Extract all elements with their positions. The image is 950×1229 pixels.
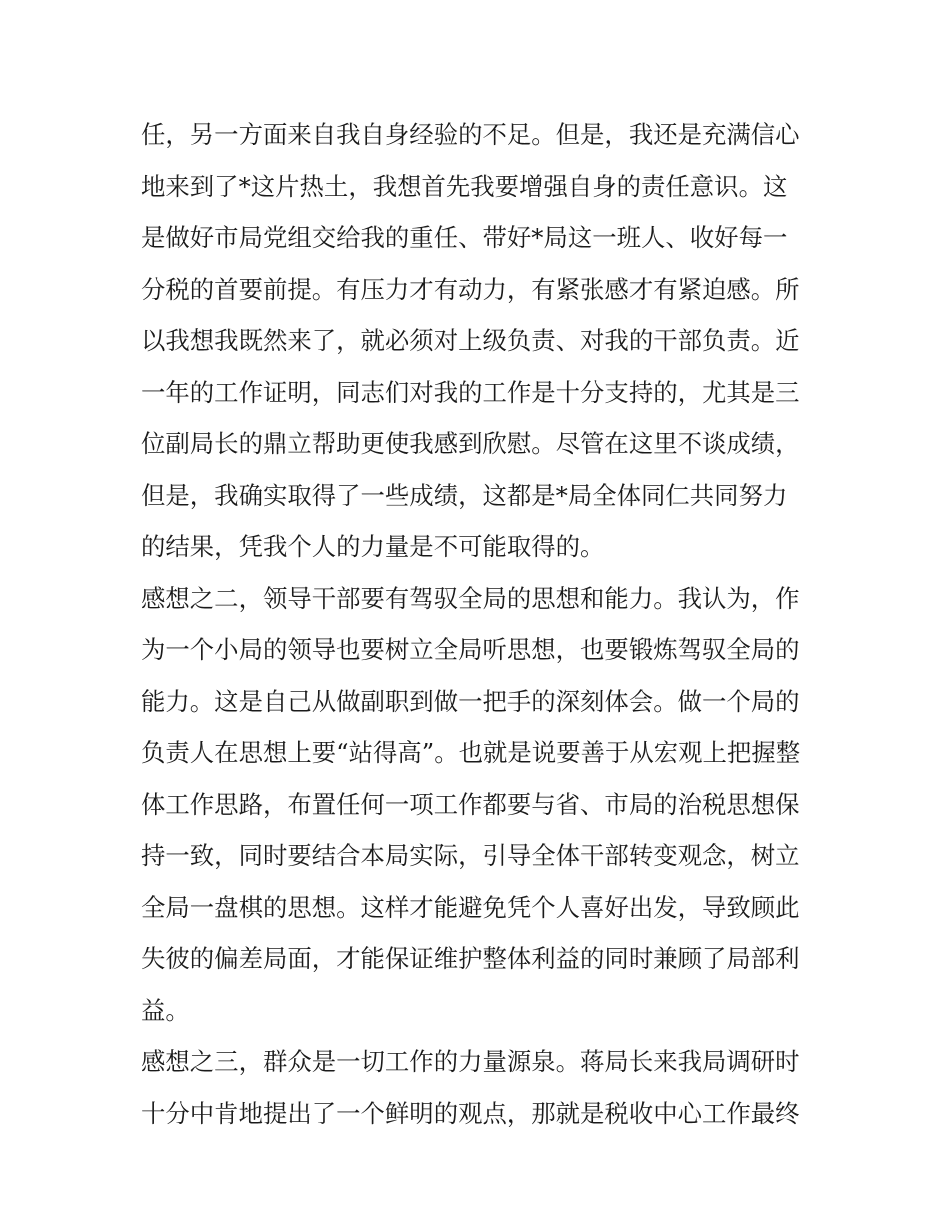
text-line: 以我想我既然来了，就必须对上级负责、对我的干部负责。近 (141, 326, 800, 355)
text-line: 是做好市局党组交给我的重任、带好*局这一班人、收好每一 (141, 223, 788, 252)
text-line: 位副局长的鼎立帮助更使我感到欣慰。尽管在这里不谈成绩， (141, 429, 800, 458)
text-line: 失彼的偏差局面，才能保证维护整体利益的同时兼顾了局部利 (141, 944, 800, 973)
text-line: 能力。这是自己从做副职到做一把手的深刻体会。做一个局的 (141, 686, 800, 716)
text-line: 体工作思路，布置任何一项工作都要与省、市局的治税思想保 (141, 789, 800, 819)
text-line: 但是，我确实取得了一些成绩，这都是*局全体同仁共同努力 (141, 480, 788, 510)
text-line: 为一个小局的领导也要树立全局听思想，也要锻炼驾驭全局的 (141, 635, 800, 664)
text-line: 持一致，同时要结合本局实际，引导全体干部转变观念，树立 (141, 841, 800, 870)
text-line: 地来到了*这片热土，我想首先我要增强自身的责任意识。这 (141, 171, 788, 201)
text-line: 感想之二，领导干部要有驾驭全局的思想和能力。我认为，作 (141, 583, 800, 613)
text-line: 任，另一方面来自我自身经验的不足。但是，我还是充满信心 (141, 120, 800, 149)
text-line: 的结果，凭我个人的力量是不可能取得的。 (141, 532, 605, 561)
text-line: 益。 (141, 995, 190, 1025)
text-line: 感想之三，群众是一切工作的力量源泉。蒋局长来我局调研时 (141, 1047, 800, 1076)
document-body-text (141, 109, 821, 1139)
text-line: 负责人在思想上要“站得高”。也就是说要善于从宏观上把握整 (141, 738, 801, 767)
text-line: 分税的首要前提。有压力才有动力，有紧张感才有紧迫感。所 (141, 274, 800, 304)
text-line: 十分中肯地提出了一个鲜明的观点，那就是税收中心工作最终 (141, 1098, 800, 1128)
text-line: 全局一盘棋的思想。这样才能避免凭个人喜好出发，导致顾此 (141, 892, 800, 922)
text-line: 一年的工作证明，同志们对我的工作是十分支持的，尤其是三 (141, 377, 800, 407)
